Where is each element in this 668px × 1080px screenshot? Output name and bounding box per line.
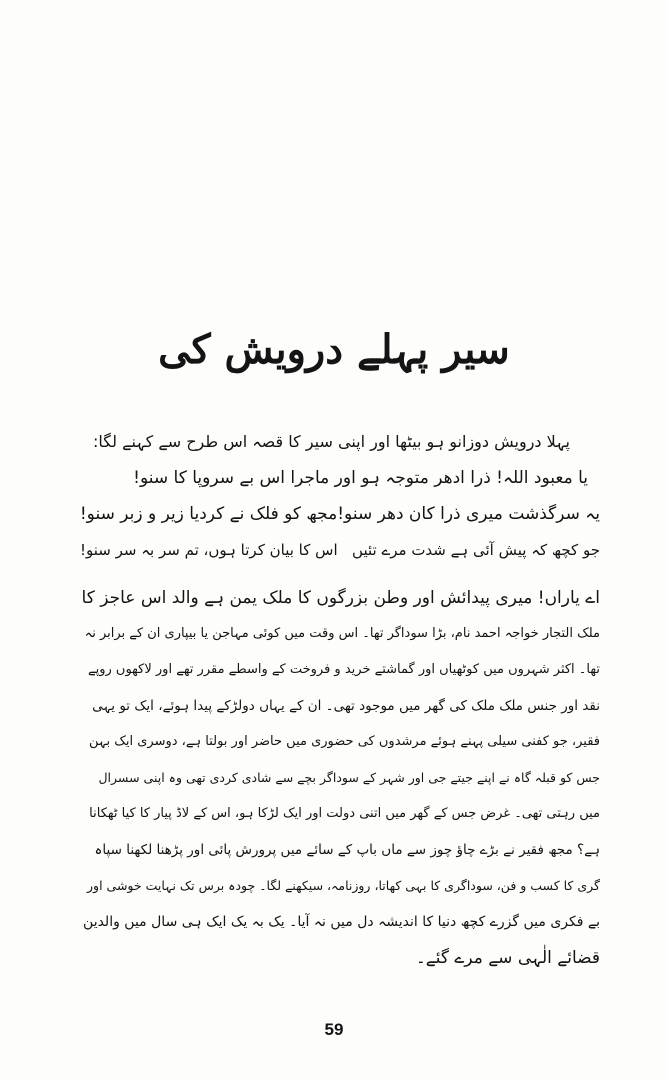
verse-hemistich: جو کچھ کہ پیش آئی ہے شدت مرے تئیں xyxy=(352,541,600,559)
paragraph xyxy=(80,580,600,976)
paragraph-line: جس کو قبلہ گاہ نے اپنے جیتے جی اور شہر کے سوداگر بچے سے شادی کردی تھی وہ اپنی سسرال xyxy=(98,770,600,785)
paragraph-line: ملک التجار خواجہ احمد نام، بڑا سوداگر تھا۔ اس وقت میں کوئی مہاجن یا بیپاری ان کے برابر نہ xyxy=(84,626,600,641)
verse-hemistich: اس کا بیان کرتا ہوں، تم سر بہ سر سنو! xyxy=(80,541,338,559)
paragraph-line: فقیر، جو کفنی سیلی پہنے ہوئے مرشدوں کی حضوری میں حاضر اور بولتا ہے، دوسری ایک بہن xyxy=(88,734,600,749)
verse-hemistich: یہ سرگذشت میری ذرا کان دھر سنو! xyxy=(337,504,600,524)
intro-block xyxy=(80,424,600,568)
chapter-title: سیر پہلے درویش کی xyxy=(158,326,510,373)
paragraph-line: میں رہتی تھی۔ غرض جس کے گھر میں اتنی دولت اور ایک لڑکا ہو، اس کے لاڈ پیار کا کیا ٹھکانا xyxy=(89,806,600,821)
page-number: 59 xyxy=(324,1020,344,1039)
paragraph-line: نقد اور جنس ملک ملک کی گھر میں موجود تھی۔ ان کے یہاں دولڑکے پیدا ہوئے، ایک تو یہی xyxy=(92,698,600,714)
paragraph-line: تھا۔ اکثر شہروں میں کوٹھیاں اور گماشتے خرید و فروخت کے واسطے مقرر تھے اور لاکھوں روپے xyxy=(87,662,600,677)
verse-line xyxy=(80,496,600,532)
paragraph-line: ہے؟ مجھ فقیر نے بڑے چاؤ چوز سے ماں باپ کے سائے میں پرورش پائی اور پڑھنا لکھنا سپاہ xyxy=(94,842,600,858)
paragraph-line: قضائے الٰہی سے مرے گئے۔ xyxy=(415,948,600,968)
intro-line: پہلا درویش دوزانو ہو بیٹھا اور اپنی سیر کا قصہ اس طرح سے کہنے لگا: xyxy=(93,432,570,451)
verse-line xyxy=(80,532,600,568)
intro-line: یا معبود اللہ! ذرا ادھر متوجہ ہو اور ماجرا اس بے سروپا کا سنو! xyxy=(133,468,588,488)
verse-hemistich: مجھ کو فلک نے کردیا زیر و زبر سنو! xyxy=(79,504,338,524)
paragraph-line: بے فکری میں گزرے کچھ دنیا کا اندیشہ دل میں نہ آیا۔ یک بہ یک ایک ہی سال میں والدین xyxy=(83,914,600,930)
paragraph-line: گری کا کسب و فن، سوداگری کا بہی کھاتا، روزنامہ، سیکھنے لگا۔ چودہ برس تک نہایت خوشی اور xyxy=(87,878,600,893)
paragraph-line: اے یاراں! میری پیدائش اور وطن بزرگوں کا ملک یمن ہے والد اس عاجز کا xyxy=(81,588,600,608)
